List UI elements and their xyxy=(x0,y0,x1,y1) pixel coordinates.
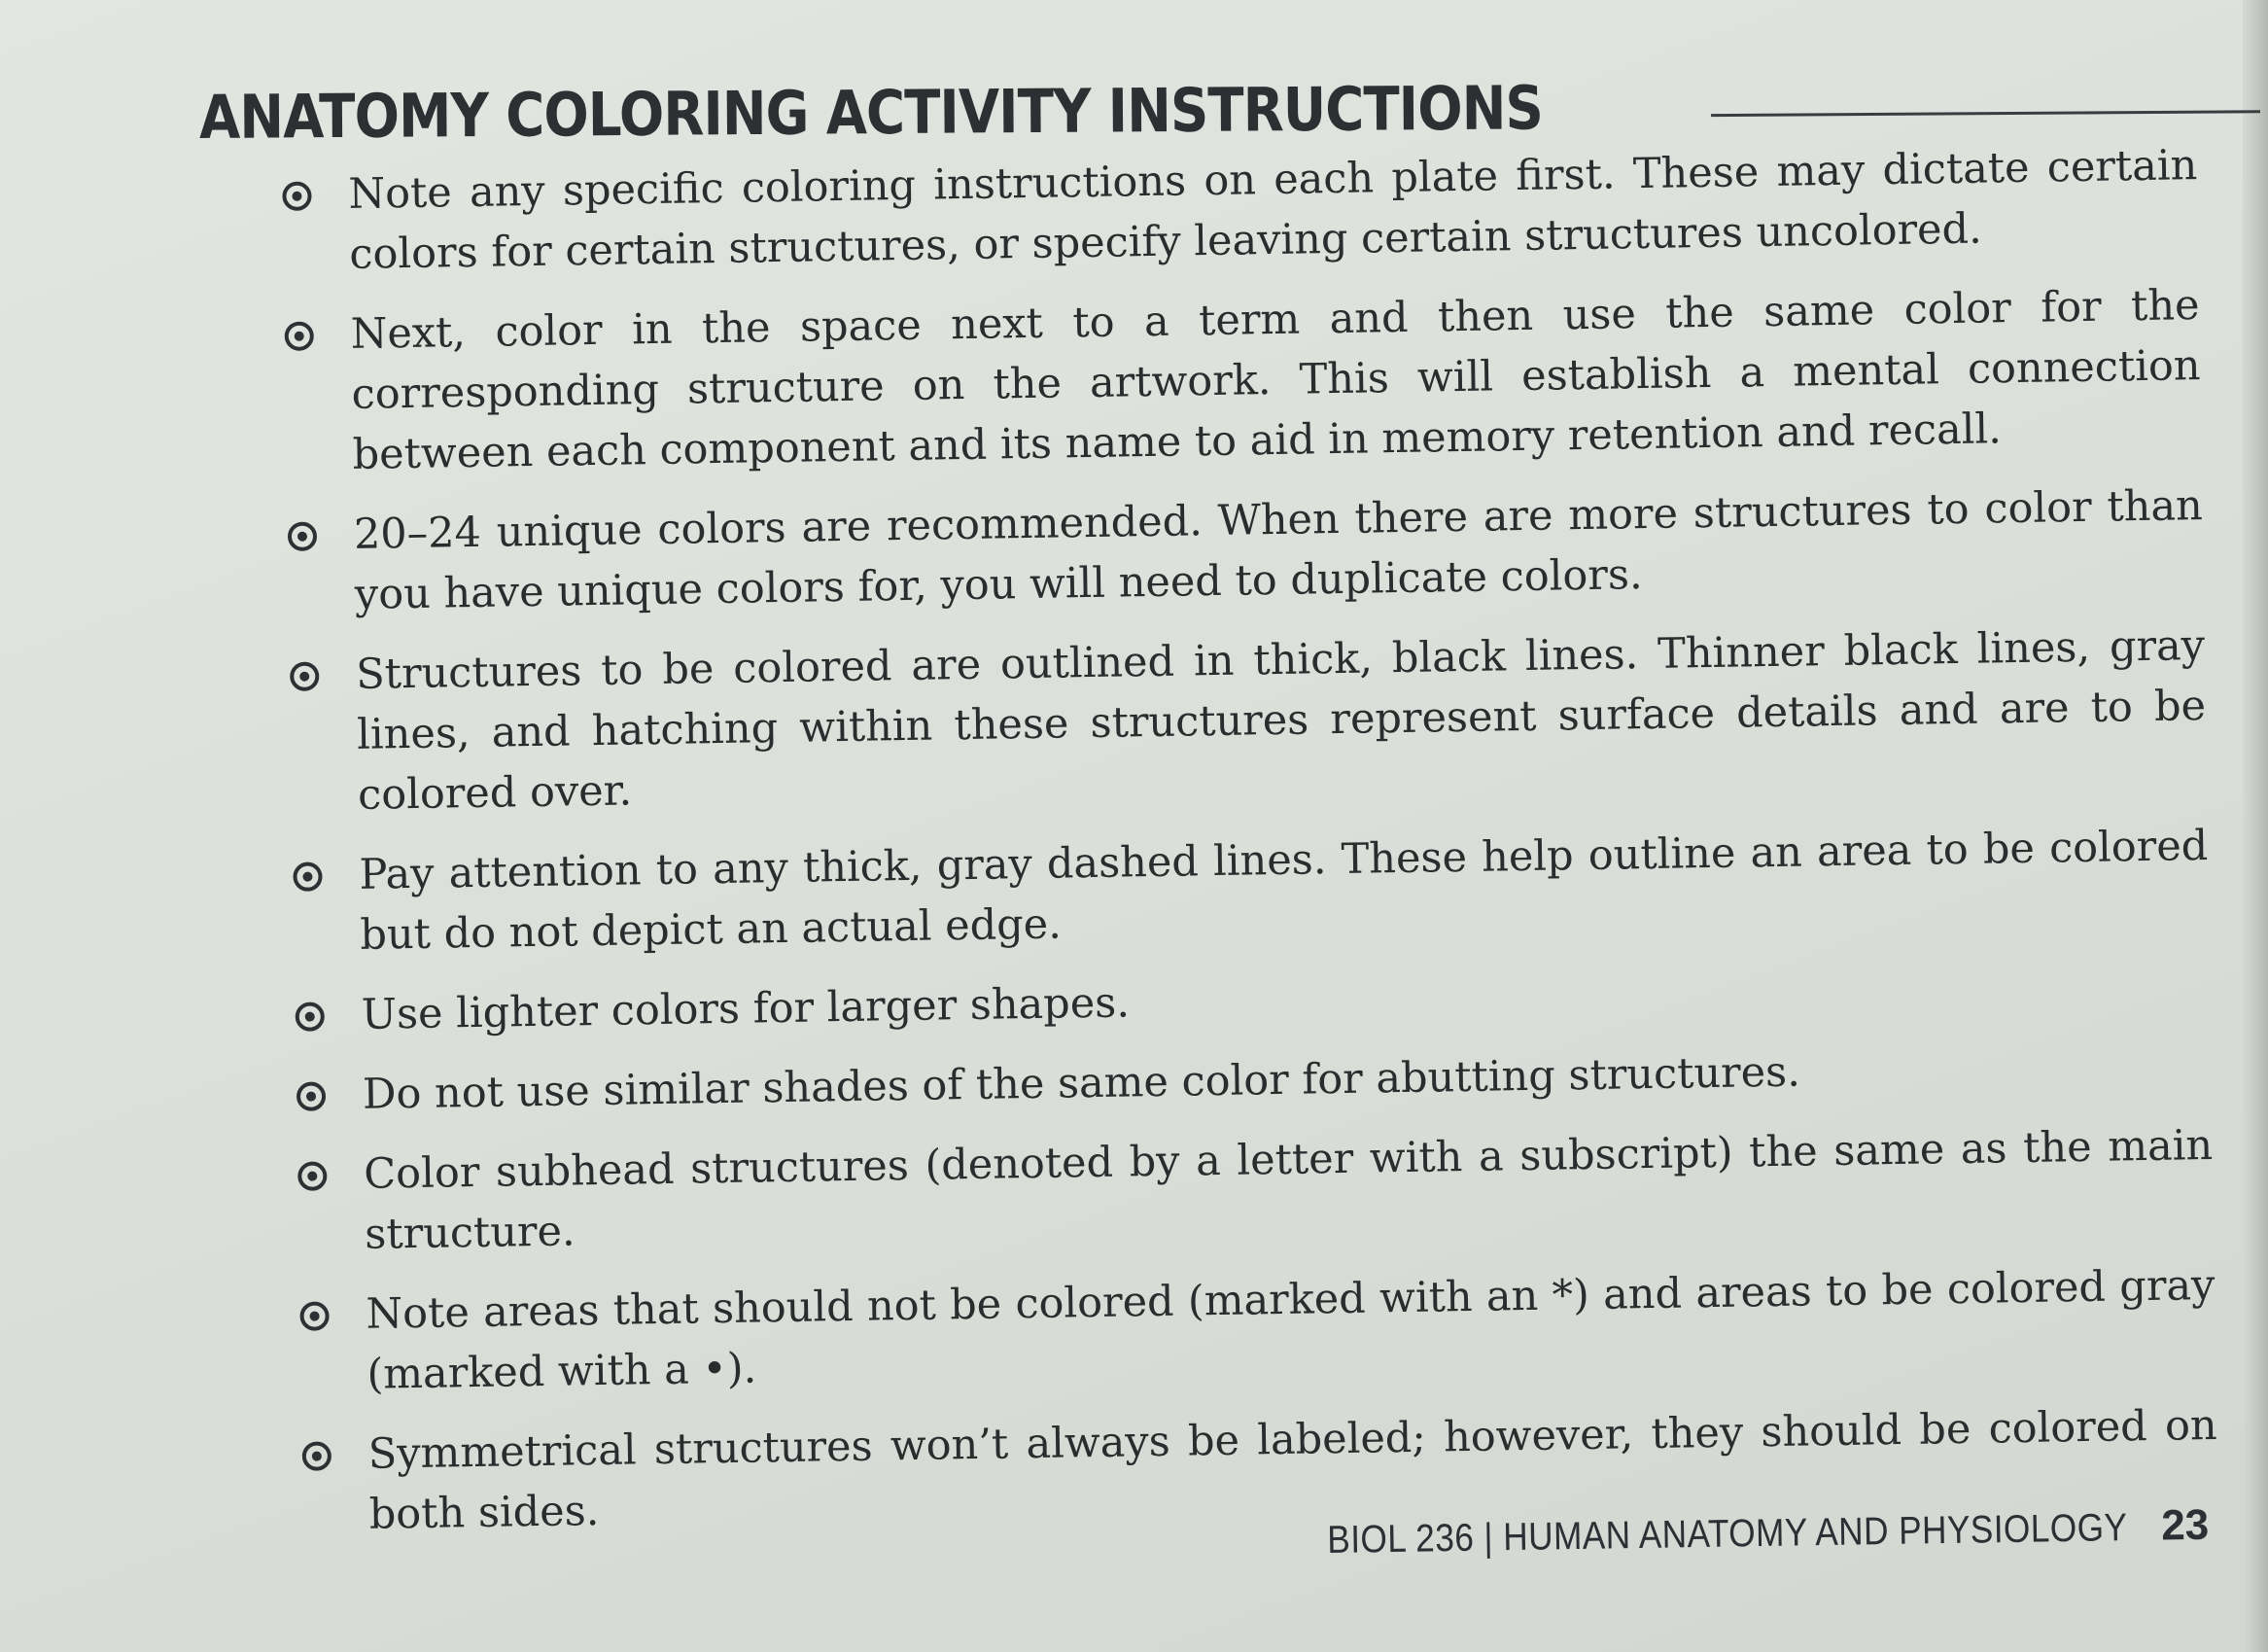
circled-dot-bullet-icon xyxy=(297,1161,327,1190)
instruction-item xyxy=(284,275,2202,486)
instruction-text: Do not use similar shades of the same color for abutting structures. xyxy=(362,1047,1801,1119)
circled-dot-bullet-icon xyxy=(285,322,314,351)
instruction-text: Next, color in the space next to a term and then use the same color for the corresponding structure on the artwork. This will establish a mental connection between each component and its name to aid in memory retention and recall. xyxy=(350,281,2201,479)
instruction-text: Color subhead structures (denoted by a letter with a subscript) the same as the main structure. xyxy=(363,1120,2214,1259)
instruction-text: Use lighter colors for larger shapes. xyxy=(361,978,1131,1039)
instruction-text: 20–24 unique colors are recommended. When there are more structures to color than you have unique colors for, you will need to duplicate colors. xyxy=(353,481,2204,619)
instruction-text: Symmetrical structures won’t always be labeled; however, they should be colored on both sides. xyxy=(367,1400,2217,1539)
instruction-text: Structures to be colored are outlined in thick, black lines. Thinner black lines, gray lines, and hatching within these structures represent surface details and are to be colored over. xyxy=(355,620,2207,820)
circled-dot-bullet-icon xyxy=(293,861,322,891)
page-number: 23 xyxy=(2160,1500,2210,1550)
instruction-item xyxy=(287,475,2204,626)
instruction-item xyxy=(297,1036,2213,1126)
circled-dot-bullet-icon xyxy=(297,1081,326,1110)
instruction-text: Note any specific coloring instructions on each plate first. These may dictate certain colors for certain structures, or specify leaving certain structures uncolored. xyxy=(348,141,2198,279)
instruction-item xyxy=(295,956,2211,1046)
heading-underline-rule xyxy=(1711,110,2260,117)
circled-dot-bullet-icon xyxy=(288,521,317,550)
circled-dot-bullet-icon xyxy=(282,182,311,211)
page-edge-shadow xyxy=(2243,0,2268,1652)
instruction-item xyxy=(297,1115,2215,1266)
instruction-list xyxy=(282,135,2218,1565)
instruction-item xyxy=(293,816,2210,967)
instruction-item xyxy=(290,615,2208,826)
instruction-text: Pay attention to any thick, gray dashed lines. These help outline an area to be colored but do not depict an actual edge. xyxy=(359,821,2209,960)
circled-dot-bullet-icon xyxy=(299,1301,329,1330)
page-heading: ANATOMY COLORING ACTIVITY INSTRUCTIONS xyxy=(198,71,1544,153)
instruction-text: Note areas that should not be colored (marked with an *) and areas to be colored gray (marked with a •). xyxy=(366,1260,2216,1399)
course-title: BIOL 236 | HUMAN ANATOMY AND PHYSIOLOGY xyxy=(1327,1506,2128,1562)
circled-dot-bullet-icon xyxy=(302,1441,331,1470)
instruction-item xyxy=(299,1255,2216,1406)
circled-dot-bullet-icon xyxy=(296,1002,325,1031)
circled-dot-bullet-icon xyxy=(290,661,319,690)
